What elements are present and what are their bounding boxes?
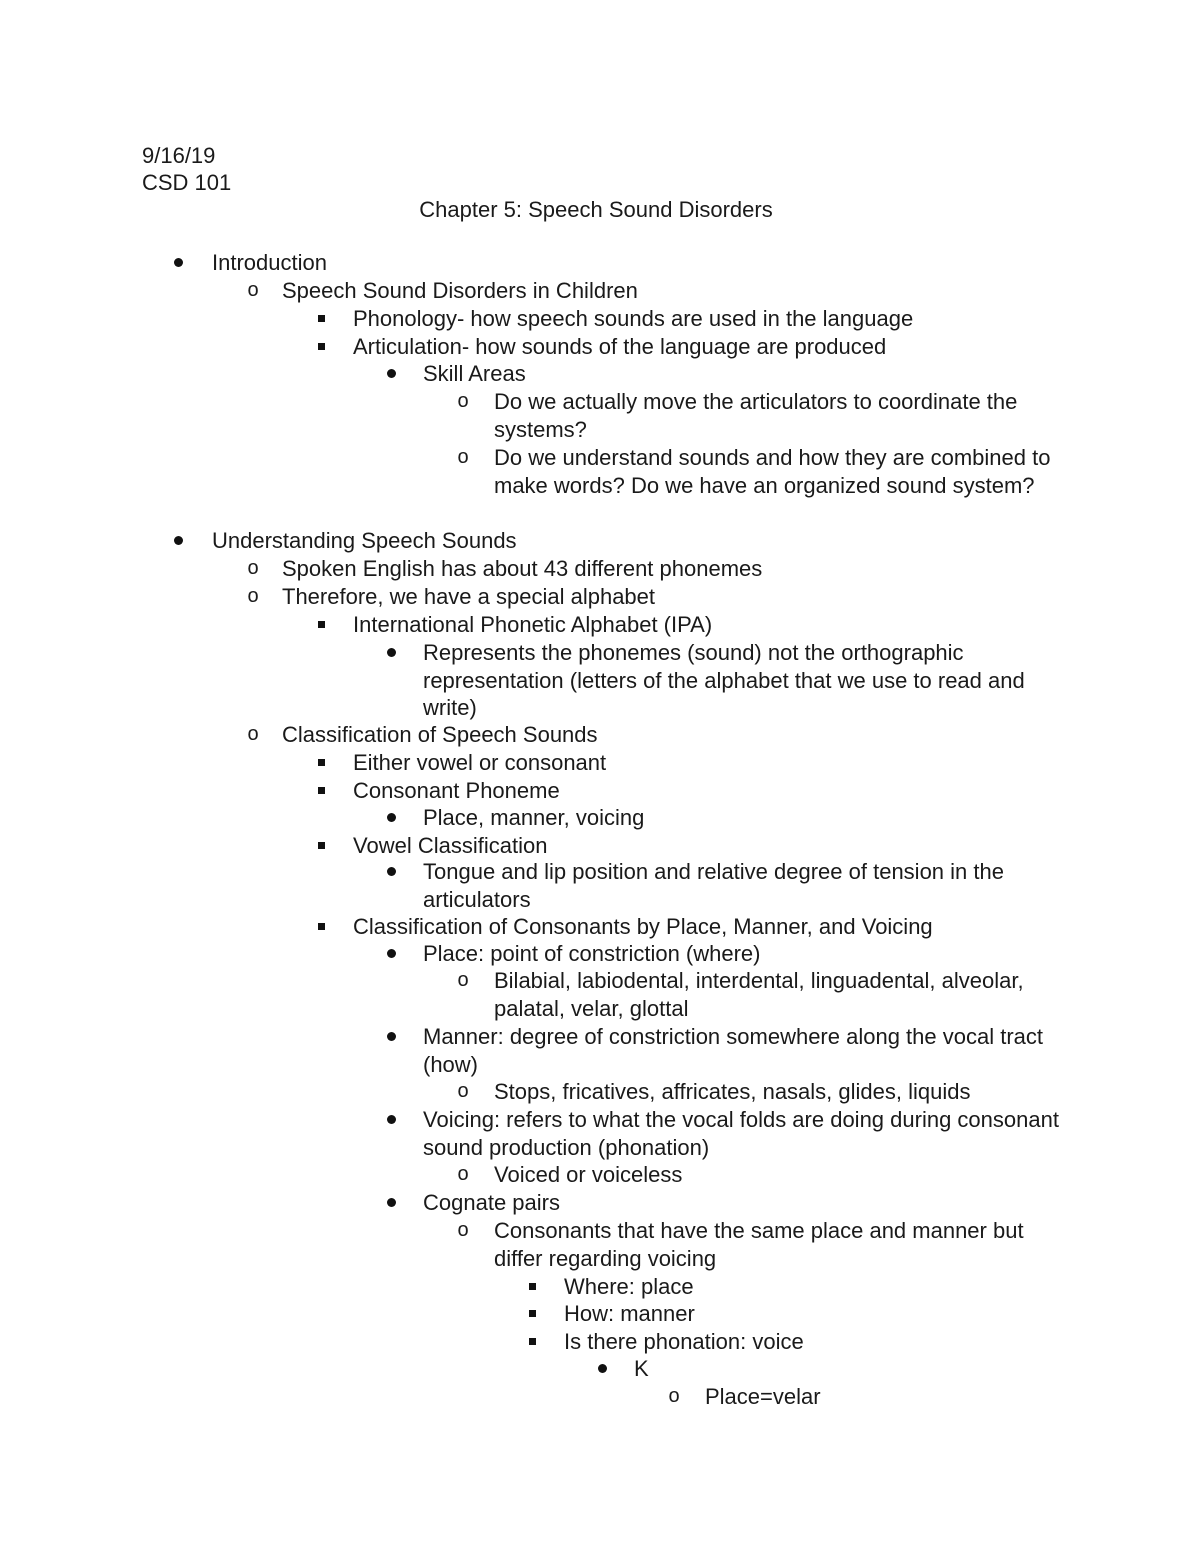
outline-item bbox=[0, 611, 1200, 639]
outline-item bbox=[0, 444, 1200, 527]
bullet-disc-icon bbox=[382, 940, 402, 968]
outline-item-text: Articulation- how sounds of the language are produced bbox=[353, 334, 887, 359]
bullet-square-icon bbox=[312, 832, 332, 860]
bullet-disc-icon bbox=[169, 527, 189, 555]
outline-item bbox=[0, 583, 1200, 611]
bullet-disc-icon bbox=[382, 360, 402, 388]
outline-item bbox=[0, 1106, 1200, 1161]
outline-item bbox=[0, 858, 1200, 913]
outline-item-text: Stops, fricatives, affricates, nasals, glides, liquids bbox=[494, 1079, 971, 1104]
outline-item bbox=[0, 555, 1200, 583]
bullet-square-icon bbox=[312, 333, 332, 361]
outline-item-text: Tongue and lip position and relative degree of tension in the articulators bbox=[423, 859, 1004, 912]
outline-item-text: Therefore, we have a special alphabet bbox=[282, 584, 656, 609]
bullet-square-icon bbox=[523, 1273, 543, 1301]
outline-item-text: Introduction bbox=[212, 250, 327, 275]
outline-item-text: Place: point of constriction (where) bbox=[423, 941, 761, 966]
outline-item bbox=[0, 1023, 1200, 1078]
bullet-circle-icon: o bbox=[457, 390, 469, 412]
outline-item-text: International Phonetic Alphabet (IPA) bbox=[353, 612, 713, 637]
outline-item bbox=[0, 388, 1200, 443]
outline-item bbox=[0, 967, 1200, 1022]
bullet-disc-icon bbox=[382, 804, 402, 832]
outline-item-text: Spoken English has about 43 different phonemes bbox=[282, 556, 763, 581]
outline-item bbox=[0, 749, 1200, 777]
outline-item bbox=[0, 333, 1200, 361]
outline-item-text: K bbox=[634, 1356, 649, 1381]
bullet-disc-icon bbox=[593, 1355, 613, 1383]
outline-item-text: Consonant Phoneme bbox=[353, 778, 560, 803]
outline-item-text: Classification of Consonants by Place, Manner, and Voicing bbox=[353, 914, 933, 939]
outline-item-text: Do we understand sounds and how they are combined to make words? Do we have an organized sound system? bbox=[494, 445, 1051, 498]
outline-item bbox=[0, 1161, 1200, 1189]
bullet-square-icon bbox=[523, 1300, 543, 1328]
bullet-circle-icon: o bbox=[247, 557, 259, 579]
outline-item bbox=[0, 1273, 1200, 1301]
outline-item bbox=[0, 777, 1200, 805]
outline-item bbox=[0, 913, 1200, 941]
bullet-disc-icon bbox=[169, 249, 189, 277]
bullet-square-icon bbox=[312, 777, 332, 805]
bullet-square-icon bbox=[312, 913, 332, 941]
page-title: Chapter 5: Speech Sound Disorders bbox=[419, 197, 773, 222]
outline-item bbox=[0, 277, 1200, 305]
bullet-disc-icon bbox=[382, 1023, 402, 1051]
outline-item bbox=[0, 721, 1200, 749]
outline-item-text: Phonology- how speech sounds are used in the language bbox=[353, 306, 914, 331]
bullet-circle-icon: o bbox=[247, 723, 259, 745]
bullet-circle-icon: o bbox=[457, 1163, 469, 1185]
outline-item-text: Voicing: refers to what the vocal folds are doing during consonant sound production (phonation) bbox=[423, 1107, 1059, 1160]
outline-item-text: Manner: degree of constriction somewhere along the vocal tract (how) bbox=[423, 1024, 1043, 1077]
outline-item-text: Voiced or voiceless bbox=[494, 1162, 683, 1187]
outline-item bbox=[0, 1383, 1200, 1411]
outline-item bbox=[0, 832, 1200, 860]
bullet-disc-icon bbox=[382, 1189, 402, 1217]
outline-item-text: Represents the phonemes (sound) not the orthographic representation (letters of the alphabet that we use to read and write) bbox=[423, 640, 1025, 720]
outline-item bbox=[0, 1300, 1200, 1328]
outline-item-text: Is there phonation: voice bbox=[564, 1329, 804, 1354]
bullet-circle-icon: o bbox=[668, 1385, 680, 1407]
outline-item bbox=[0, 527, 1200, 555]
outline-item-text: Classification of Speech Sounds bbox=[282, 722, 598, 747]
bullet-disc-icon bbox=[382, 1106, 402, 1134]
outline-item-text: Cognate pairs bbox=[423, 1190, 560, 1215]
outline-item bbox=[0, 804, 1200, 832]
outline-item-text: Do we actually move the articulators to coordinate the systems? bbox=[494, 389, 1018, 442]
outline-item bbox=[0, 1189, 1200, 1217]
date-line: 9/16/19 bbox=[142, 143, 216, 168]
outline-item bbox=[0, 249, 1200, 277]
bullet-circle-icon: o bbox=[457, 446, 469, 468]
bullet-disc-icon bbox=[382, 639, 402, 667]
bullet-disc-icon bbox=[382, 858, 402, 886]
outline-item bbox=[0, 940, 1200, 968]
outline-item bbox=[0, 639, 1200, 722]
outline-item bbox=[0, 360, 1200, 388]
outline-item-text: Consonants that have the same place and manner but differ regarding voicing bbox=[494, 1218, 1024, 1271]
outline-item-text: Where: place bbox=[564, 1274, 694, 1299]
outline-item bbox=[0, 1078, 1200, 1106]
bullet-circle-icon: o bbox=[457, 1080, 469, 1102]
outline-item bbox=[0, 1217, 1200, 1272]
outline-item bbox=[0, 1355, 1200, 1383]
bullet-circle-icon: o bbox=[247, 585, 259, 607]
outline-item-text: Speech Sound Disorders in Children bbox=[282, 278, 638, 303]
course-line: CSD 101 bbox=[142, 170, 232, 195]
outline-item-text: Vowel Classification bbox=[353, 833, 548, 858]
bullet-square-icon bbox=[523, 1328, 543, 1356]
outline-item-text: Either vowel or consonant bbox=[353, 750, 607, 775]
bullet-circle-icon: o bbox=[457, 1219, 469, 1241]
outline-item-text: Skill Areas bbox=[423, 361, 526, 386]
bullet-square-icon bbox=[312, 611, 332, 639]
outline-item-text: Bilabial, labiodental, interdental, linguadental, alveolar, palatal, velar, glottal bbox=[494, 968, 1024, 1021]
bullet-square-icon bbox=[312, 305, 332, 333]
outline-item bbox=[0, 1328, 1200, 1356]
outline-item-text: Understanding Speech Sounds bbox=[212, 528, 517, 553]
outline-item-text: Place=velar bbox=[705, 1384, 821, 1409]
outline-item bbox=[0, 305, 1200, 333]
outline-item-text: How: manner bbox=[564, 1301, 695, 1326]
bullet-square-icon bbox=[312, 749, 332, 777]
outline-item-text: Place, manner, voicing bbox=[423, 805, 645, 830]
bullet-circle-icon: o bbox=[247, 279, 259, 301]
bullet-circle-icon: o bbox=[457, 969, 469, 991]
